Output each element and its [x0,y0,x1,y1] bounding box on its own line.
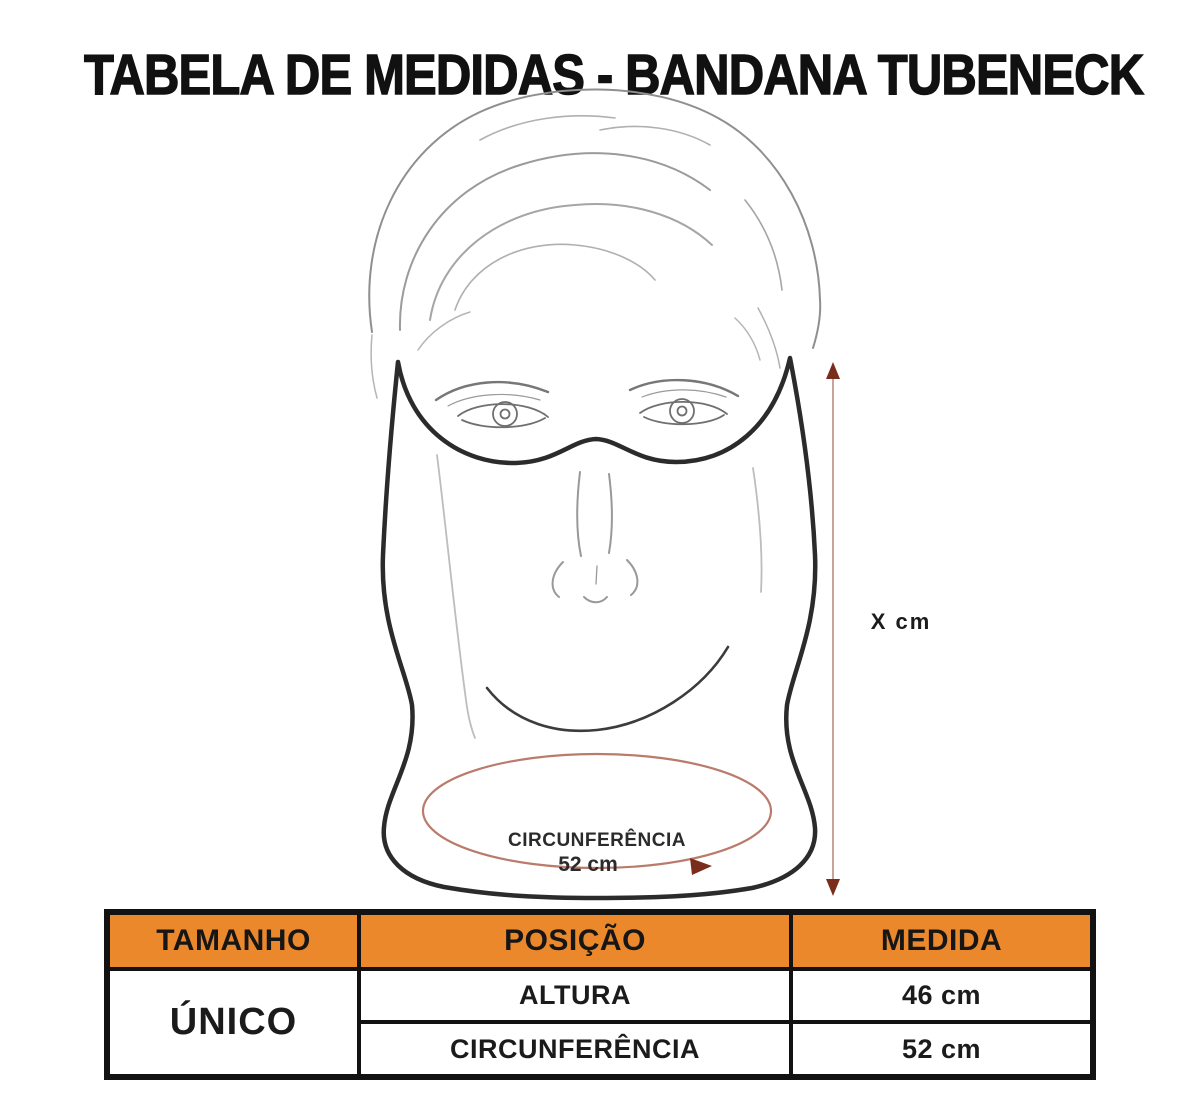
face-features [436,380,738,427]
page-title: TABELA DE MEDIDAS - BANDANA TUBENECK [84,43,1144,108]
right-eye [640,399,727,424]
hair-sketch [369,89,820,398]
height-value-label: X cm [870,609,932,634]
header-tamanho: TAMANHO [110,915,357,967]
right-eyebrow [630,380,738,396]
cell-size-unico: ÚNICO [110,971,357,1074]
circumference-value: 52 cm [558,853,618,876]
cell-measure-circunferencia: 52 cm [793,1024,1090,1074]
left-eye [458,402,548,427]
head-illustration [0,80,1200,910]
size-table [104,909,1096,1080]
arrowhead-up-icon [826,362,840,379]
cell-position-circunferencia: CIRCUNFERÊNCIA [361,1024,789,1074]
header-posicao: POSIÇÃO [361,915,789,967]
height-measure-arrow [826,362,840,896]
arrowhead-down-icon [826,879,840,896]
header-medida: MEDIDA [793,915,1090,967]
bandana-outline [383,358,815,898]
cell-measure-altura: 46 cm [793,971,1090,1020]
circumference-label: CIRCUNFERÊNCIA [508,830,686,851]
cell-position-altura: ALTURA [361,971,789,1020]
